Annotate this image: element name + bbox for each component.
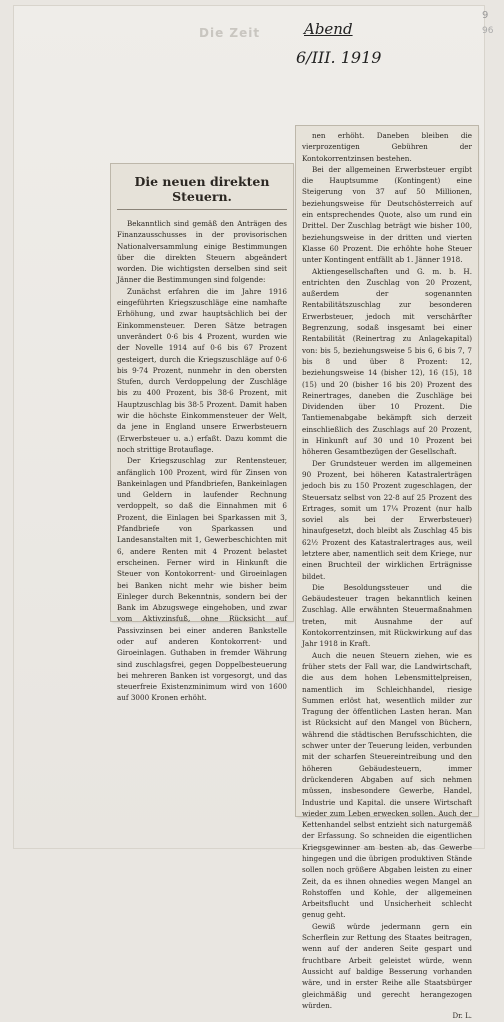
- clipping-left-column: [111, 164, 293, 703]
- handwritten-paper-name: Abend: [304, 20, 353, 38]
- pencil-mark-top: 9: [482, 10, 489, 21]
- pencil-mark-second: 96: [482, 26, 494, 36]
- article-signature: Dr. L.: [452, 1012, 472, 1021]
- article-paragraph: Auch die neuen Steuern ziehen, wie es früher stets der Fall war, die Landwirtschaft, die aus dem hohen Lebensmittelpreisen, namentlich im Schleichhandel, riesige Summen erlöst hat, wesentlich milder zur Tragung der öffentlichen Lasten heran. Man ist Rücksicht auf den Mangel von Büchern, während die städtischen Berufsschichten, die schwer unter der Teuerung leiden, verbunden mit der scharfen Steuereintreibung und den höheren Gebäudesteuern, immer drückenderen Abgaben auf sich nehmen müssen, insbesondere Gewerbe, Handel, Industrie und Kapital. die unsere Wirtschaft wieder zum Leben erwecken sollen. Auch der Kettenhandel selbst entzieht sich naturgemäß der Erfassung. So schneiden die eigentlichen Kriegsgewinner am besten ab, das Gewerbe hingegen und die übrigen produktiven Stände sollen noch größere Abgaben leisten zu einer Zeit, da es ihnen ohnedies wegen Mangel an Rohstoffen und Kohle, der allgemeinen Arbeitsflucht und Unsicherheit schlecht genug geht.: [302, 650, 472, 920]
- article-paragraph: nen erhöht. Daneben bleiben die vierprozentigen Gebühren der Kontokorrentzinsen bestehen.: [302, 131, 472, 163]
- article-headline: Die neuen direkten Steuern.: [117, 174, 287, 210]
- article-paragraph: Der Kriegszuschlag zur Rentensteuer, anfänglich 100 Prozent, wird für Zinsen von Bankeinlagen und Pfandbriefen, Bankeinlagen und Geldern in laufender Rechnung verdoppelt, so daß die Einnahmen mit 6 Prozent, die Einlagen bei Sparkassen mit 3, Pfandbriefe von Sparkassen und Landesanstalten mit 1, Gewerbeschichten mit 6, andere Renten mit 4 Prozent belastet erscheinen. Ferner wird in Hinkunft die Steuer von Kontokorrent- und Giroeinlagen bei Banken nicht mehr wie bisher beim Einleger durch Bekenntnis, sondern bei der Bank im Abzugswege eingehoben, und zwar vom Aktivzinsfuß, ohne Rücksicht auf Passivzinsen bei einer anderen Bankstelle oder auf anderen Kontokorrent- und Giroeinlagen. Guthaben in fremder Währung sind zuschlagsfrei, gegen Doppelbesteuerung bei mehreren Banken ist vorgesorgt, und das steuerfreie Existenzminimum wird von 1600 auf 3000 Kronen erhöht.: [117, 456, 287, 703]
- article-paragraph: Aktiengesellschaften und G. m. b. H. entrichten den Zuschlag von 20 Prozent, außerdem der sogenannten Rentabilitätszuschlag zur besonderen Erwerbsteuer, jedoch mit verschärfter Begrenzung, sodaß insgesamt bei einer Rentabilität (Reinertrag zu Anlagekapital) von: bis 5, beziehungsweise 5 bis 6, 6 bis 7, 7 bis 8 und über 8 Prozent: 12, beziehungsweise 14 (bisher 12), 16 (15), 18 (15) und 20 (bisher 16 bis 20) Prozent des Reinertrages, daneben die Zuschläge bei Dividenden über 10 Prozent. Die Tantiemenabgabe bekämpft sich derzeit einschließlich des Zuschlags auf 20 Prozent, in Hinkunft auf 30 und 10 Prozent bei höheren Gesamtbezügen der Gesellschaft.: [302, 266, 472, 457]
- article-paragraph: Bei der allgemeinen Erwerbsteuer ergibt die Hauptsumme (Kontingent) eine Steigerung von 37 auf 50 Millionen, beziehungsweise für Deutschösterreich auf ein entsprechendes Quote, also um rund ein Drittel. Der Zuschlag beträgt wie bisher 100, beziehungsweise in der dritten und vierten Klasse 60 Prozent. Die erhöhte hohe Steuer unter Kontingent entfällt ab 1. Jänner 1918.: [302, 164, 472, 265]
- newspaper-masthead: Die Zeit: [199, 26, 261, 40]
- article-paragraph: Zunächst erfahren die im Jahre 1916 eingeführten Kriegszuschläge eine namhafte Erhöhung, und zwar hauptsächlich bei der Einkommensteuer. Deren Sätze betragen unverändert 0·6 bis 4 Prozent, wurden wie der Novelle 1914 auf 0·6 bis 67 Prozent gesteigert, durch die Kriegszuschläge auf 0·6 bis 9·74 Prozent, nunmehr in den obersten Stufen, durch Verdoppelung der Zuschläge bis zu 400 Prozent, bis 38·6 Prozent, mit Hauptzuschlag bis 38·5 Prozent. Damit haben wir die höchste Einkommensteuer der Welt, da jene in England unsere Erwerbsteuern (Erwerbsteuer u. a.) erfaßt. Dazu kommt die noch strittige Brotauflage.: [117, 286, 287, 454]
- article-paragraph: Bekanntlich sind gemäß den Anträgen des Finanzausschusses in der provisorischen Nationalversammlung einige Bestimmungen über die direkten Steuern abgeändert worden. Die wichtigsten derselben sind seit Jänner die Bestimmungen sind folgende:: [117, 219, 287, 285]
- article-paragraph: Gewiß würde jedermann gern ein Scherflein zur Rettung des Staates beitragen, wenn auf der anderen Seite gespart und fruchtbare Arbeit geleistet würde, wenn Aussicht auf baldige Besserung vorhanden wäre, und in erster Reihe alle Staatsbürger gleichmäßig und gerecht herangezogen würden.: [302, 921, 472, 1010]
- handwritten-date: 6/III. 1919: [296, 48, 382, 67]
- article-paragraph: Die Besoldungssteuer und die Gebäudesteuer tragen bekanntlich keinen Zuschlag. Alle erwähnten Steuermaßnahmen treten, mit Ausnahme der auf Kontokorrentzinsen, mit Rückwirkung auf das Jahr 1918 in Kraft.: [302, 582, 472, 649]
- article-paragraph: Der Grundsteuer werden im allgemeinen 90 Prozent, bei höheren Katastralerträgen jedoch bis zu 150 Prozent zugeschlagen, der Steuersatz selbst von 22·8 auf 25 Prozent des Ertrages, somit um 17¼ Prozent (nur halb soviel als bei der Erwerbsteuer) hinaufgesetzt, doch bleibt als Zuschlag 45 bis 62½ Prozent des Katastralertrages aus, weil letztere aber, namentlich seit dem Kriege, nur einen Bruchteil der wirklichen Erträgnisse bildet.: [302, 458, 472, 581]
- clipping-right-column: [296, 126, 478, 1021]
- archive-sheet: [14, 6, 494, 1021]
